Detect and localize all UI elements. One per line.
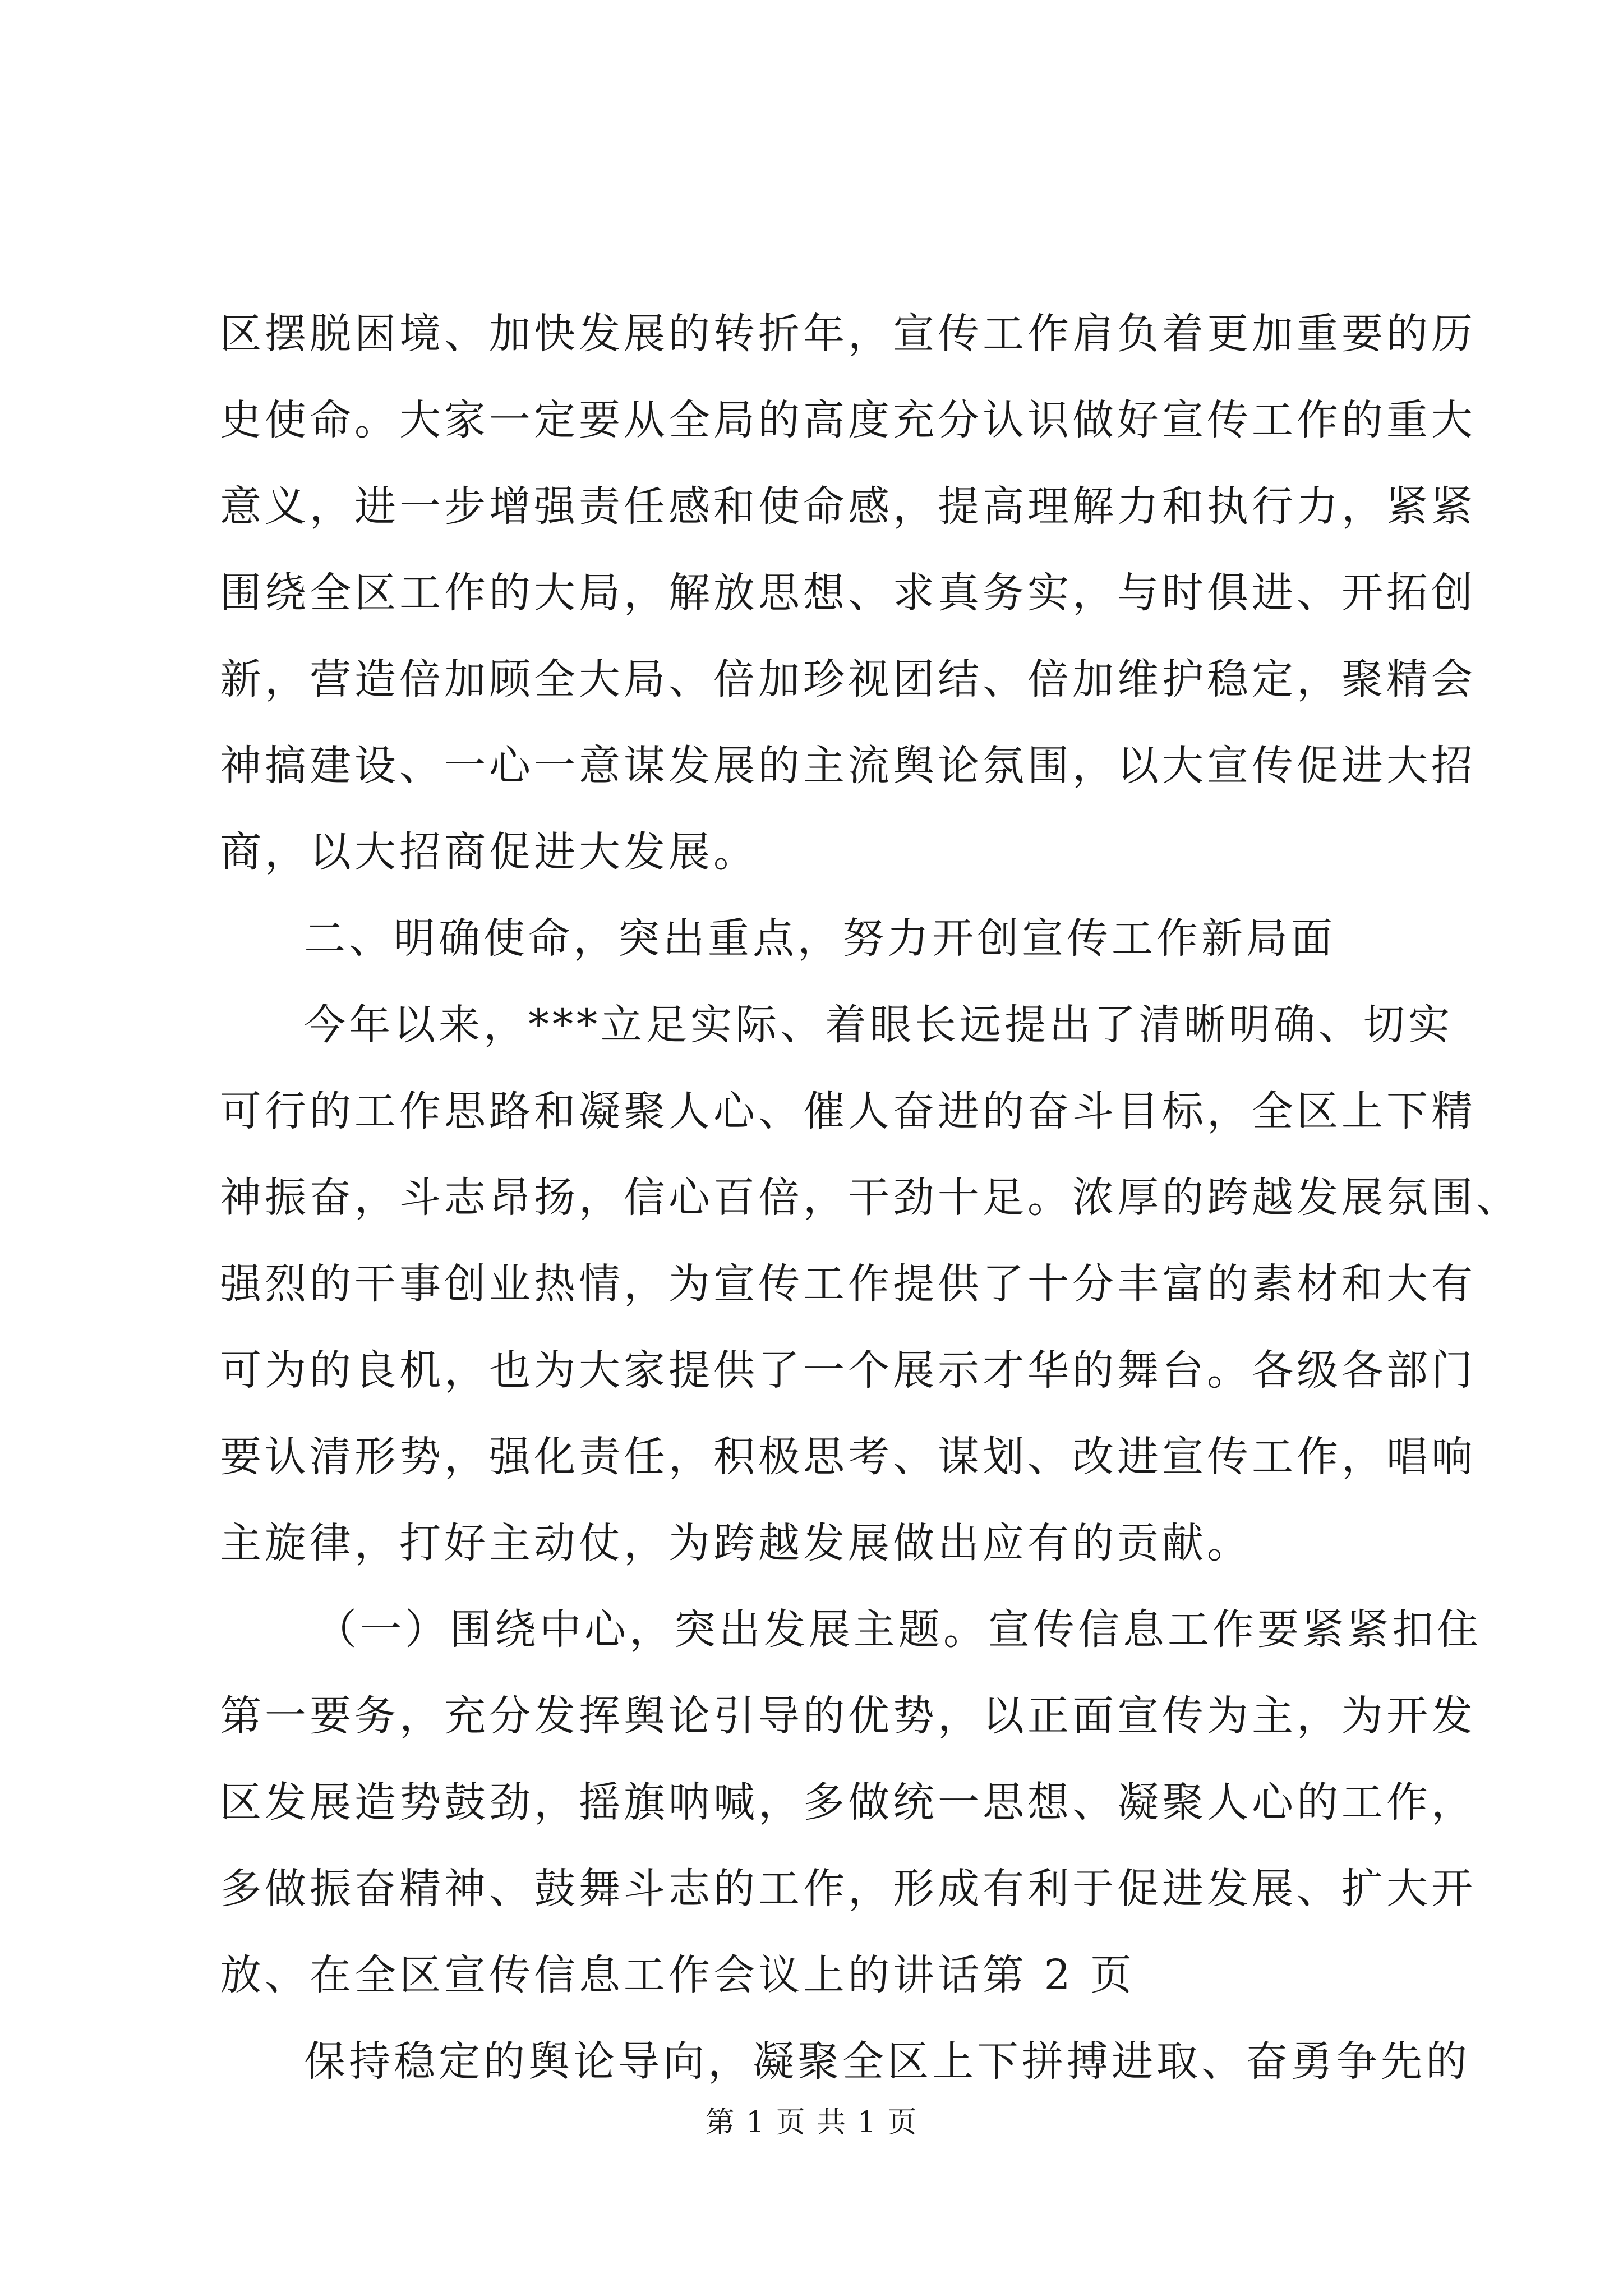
body-line: 多做振奋精神、鼓舞斗志的工作，形成有利于促进发展、扩大开	[220, 1865, 1476, 1913]
page-footer: 第 1 页 共 1 页	[705, 2106, 918, 2139]
body-line: 史使命。大家一定要从全局的高度充分认识做好宣传工作的重大	[220, 396, 1476, 444]
subsection-line: （一）围绕中心，突出发展主题。宣传信息工作要紧紧扣住	[315, 1605, 1482, 1654]
section-heading: 二、明确使命，突出重点，努力开创宣传工作新局面	[304, 914, 1336, 963]
body-line: 意义，进一步增强责任感和使命感，提高理解力和执行力，紧紧	[220, 482, 1476, 531]
body-line: 要认清形势，强化责任，积极思考、谋划、改进宣传工作，唱响	[220, 1433, 1476, 1481]
body-line: 保持稳定的舆论导向，凝聚全区上下拼搏进取、奋勇争先的	[304, 2037, 1470, 2086]
body-line: 新，营造倍加顾全大局、倍加珍视团结、倍加维护稳定，聚精会	[220, 655, 1476, 703]
body-line: 神搞建设、一心一意谋发展的主流舆论氛围，以大宣传促进大招	[220, 742, 1476, 790]
body-line: 今年以来，***立足实际、着眼长远提出了清晰明确、切实	[304, 1001, 1453, 1049]
body-line: 可为的良机，也为大家提供了一个展示才华的舞台。各级各部门	[220, 1346, 1476, 1395]
body-line: 强烈的干事创业热情，为宣传工作提供了十分丰富的素材和大有	[220, 1260, 1476, 1308]
body-line: 区发展造势鼓劲，摇旗呐喊，多做统一思想、凝聚人心的工作，	[220, 1778, 1476, 1826]
body-line: 围绕全区工作的大局，解放思想、求真务实，与时俱进、开拓创	[220, 569, 1476, 617]
body-line: 可行的工作思路和凝聚人心、催人奋进的奋斗目标，全区上下精	[220, 1087, 1476, 1135]
body-line: 区摆脱困境、加快发展的转折年，宣传工作肩负着更加重要的历	[220, 310, 1476, 358]
body-line: 商，以大招商促进大发展。	[220, 828, 758, 876]
document-body	[220, 291, 1521, 2105]
body-line: 神振奋，斗志昂扬，信心百倍，干劲十足。浓厚的跨越发展氛围、	[220, 1174, 1521, 1222]
body-line: 第一要务，充分发挥舆论引导的优势，以正面宣传为主，为开发	[220, 1692, 1476, 1740]
body-line: 主旋律，打好主动仗，为跨越发展做出应有的贡献。	[220, 1519, 1252, 1567]
body-line: 放、在全区宣传信息工作会议上的讲话第 2 页	[220, 1951, 1136, 1999]
